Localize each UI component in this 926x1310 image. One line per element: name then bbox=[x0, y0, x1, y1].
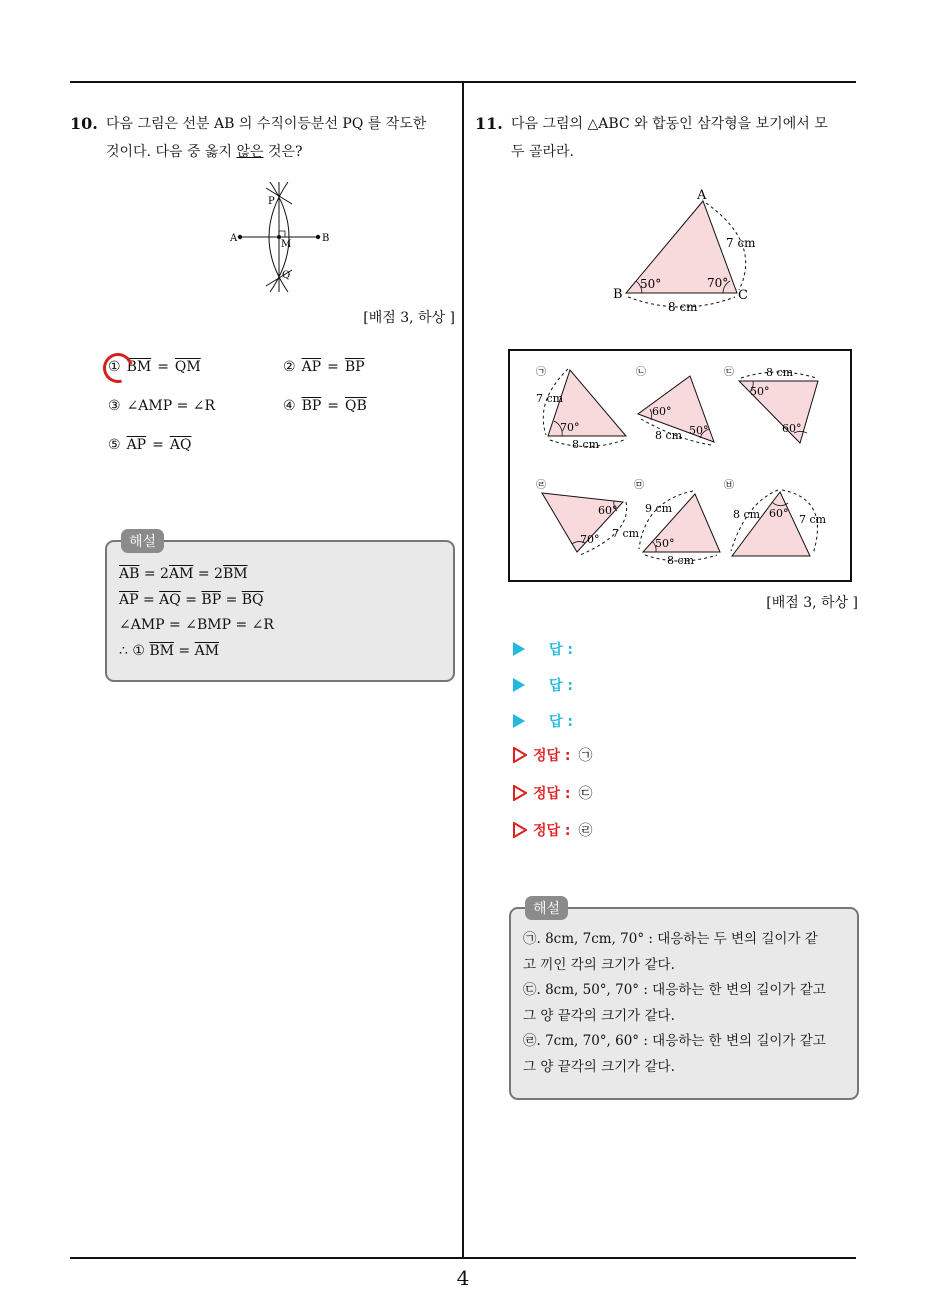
column-divider bbox=[462, 81, 464, 1259]
explanation-body: ㉠. 8cm, 7cm, 70° : 대응하는 두 변의 길이가 같 고 끼인 각의 크기가 같다. ㉢. 8cm, 50°, 70° : 대응하는 한 변의 길이가 같고 그 양 끝각의 크기가 같다. ㉣. 7cm, 70°, 60° : 대응하는 한 변의 길이가 같고 그 양 끝각의 크기가 같다. bbox=[523, 931, 826, 1075]
label-a: A bbox=[230, 233, 238, 244]
svg-text:50°: 50° bbox=[689, 424, 709, 437]
question-number: 11. bbox=[475, 114, 503, 133]
score-label: [배점 3, 하상 ] bbox=[363, 310, 455, 326]
label-p: P bbox=[268, 196, 275, 207]
svg-text:50°: 50° bbox=[655, 537, 675, 550]
choice-5[interactable]: ⑤ $\overline{AP}$ = $\overline{AQ}$ bbox=[108, 437, 192, 453]
option-5-triangle bbox=[634, 479, 720, 567]
svg-text:㉠: ㉠ bbox=[536, 367, 546, 378]
option-1-triangle bbox=[536, 366, 626, 451]
explanation-tag: 해설 bbox=[525, 896, 568, 920]
play-triangle-icon bbox=[513, 714, 525, 728]
side-bc-label: 8 cm bbox=[668, 300, 698, 314]
svg-text:7 cm: 7 cm bbox=[612, 527, 640, 540]
question-number: 10. bbox=[70, 114, 98, 133]
side-ac-label: 7 cm bbox=[726, 236, 756, 250]
svg-text:㉡: ㉡ bbox=[636, 367, 646, 378]
choice-3[interactable]: ③ ∠AMP = ∠R bbox=[108, 398, 216, 414]
answer-line-3[interactable]: 답 : bbox=[513, 711, 573, 731]
outline-triangle-icon bbox=[513, 822, 527, 838]
answer-choices bbox=[70, 359, 455, 489]
score-label: [배점 3, 하상 ] bbox=[766, 595, 858, 611]
explanation-body: $\overline{AB} = 2\overline{AM} = 2\overline{BM}$ $\overline{AP} = \overline{AQ} = \overline{BP} = \overline{BQ}$ ∠AMP = ∠BMP = ∠R ∴ ① $\overline{BM} = \overline{AM}$ bbox=[119, 566, 274, 659]
vertex-a: A bbox=[697, 188, 707, 203]
choice-number: ① bbox=[108, 359, 121, 375]
angle-c-label: 70° bbox=[707, 276, 729, 290]
svg-text:㉢: ㉢ bbox=[724, 367, 734, 378]
triangle-abc-figure bbox=[600, 183, 770, 318]
bottom-rule bbox=[70, 1257, 856, 1259]
option-3-triangle bbox=[724, 366, 818, 443]
option-6-triangle bbox=[724, 479, 827, 556]
label-q: Q bbox=[282, 270, 291, 281]
options-figure-box bbox=[508, 349, 852, 582]
options-figure bbox=[510, 351, 850, 580]
label-m: M bbox=[281, 239, 292, 250]
selected-mark-icon bbox=[98, 348, 139, 389]
page-number: 4 bbox=[456, 1266, 470, 1290]
svg-text:8 cm: 8 cm bbox=[766, 366, 794, 379]
svg-text:7 cm: 7 cm bbox=[536, 392, 564, 405]
svg-text:60°: 60° bbox=[598, 504, 618, 517]
answer-line-2[interactable]: 답 : bbox=[513, 675, 573, 695]
choice-1[interactable]: ① $\overline{BM}$ = $\overline{QM}$ bbox=[108, 359, 201, 375]
question-text: 다음 그림의 △ABC 와 합동인 삼각형을 보기에서 모 두 골라라. bbox=[511, 116, 828, 160]
outline-triangle-icon bbox=[513, 785, 527, 801]
svg-text:70°: 70° bbox=[560, 421, 580, 434]
question-text: 다음 그림은 선분 AB 의 수직이등분선 PQ 를 작도한 것이다. 다음 중 옳지 않은 것은? bbox=[106, 116, 427, 160]
choice-4[interactable]: ④ $\overline{BP}$ = $\overline{QB}$ bbox=[283, 398, 367, 414]
explanation-box-q11 bbox=[509, 901, 859, 1100]
label-b: B bbox=[322, 233, 330, 244]
vertex-c: C bbox=[738, 288, 748, 303]
question-11 bbox=[475, 110, 860, 166]
option-4-triangle bbox=[536, 479, 640, 555]
svg-text:8 cm: 8 cm bbox=[572, 438, 600, 451]
svg-text:70°: 70° bbox=[580, 533, 600, 546]
question-10 bbox=[70, 110, 455, 489]
svg-text:8 cm: 8 cm bbox=[667, 554, 695, 567]
correct-answer-3: 정답 : ㉣ bbox=[513, 820, 593, 840]
svg-text:㉣: ㉣ bbox=[536, 480, 546, 491]
svg-text:8 cm: 8 cm bbox=[655, 429, 683, 442]
svg-text:50°: 50° bbox=[750, 385, 770, 398]
vertex-b: B bbox=[613, 287, 623, 302]
option-2-triangle bbox=[636, 366, 714, 445]
svg-text:㉥: ㉥ bbox=[724, 480, 734, 491]
explanation-box-q10 bbox=[105, 534, 455, 682]
svg-text:8 cm: 8 cm bbox=[733, 508, 761, 521]
play-triangle-icon bbox=[513, 642, 525, 656]
perpendicular-bisector-figure bbox=[70, 174, 455, 304]
answer-line-1[interactable]: 답 : bbox=[513, 639, 573, 659]
outline-triangle-icon bbox=[513, 747, 527, 763]
correct-answer-1: 정답 : ㉠ bbox=[513, 745, 593, 765]
choice-2[interactable]: ② $\overline{AP}$ = $\overline{BP}$ bbox=[283, 359, 365, 375]
svg-text:㉤: ㉤ bbox=[634, 480, 644, 491]
explanation-tag: 해설 bbox=[121, 529, 164, 553]
svg-text:60°: 60° bbox=[782, 422, 802, 435]
correct-answer-2: 정답 : ㉢ bbox=[513, 783, 593, 803]
svg-text:60°: 60° bbox=[652, 405, 672, 418]
svg-text:60°: 60° bbox=[769, 507, 789, 520]
svg-text:7 cm: 7 cm bbox=[799, 513, 827, 526]
svg-text:9 cm: 9 cm bbox=[645, 502, 673, 515]
angle-b-label: 50° bbox=[640, 277, 662, 291]
play-triangle-icon bbox=[513, 678, 525, 692]
